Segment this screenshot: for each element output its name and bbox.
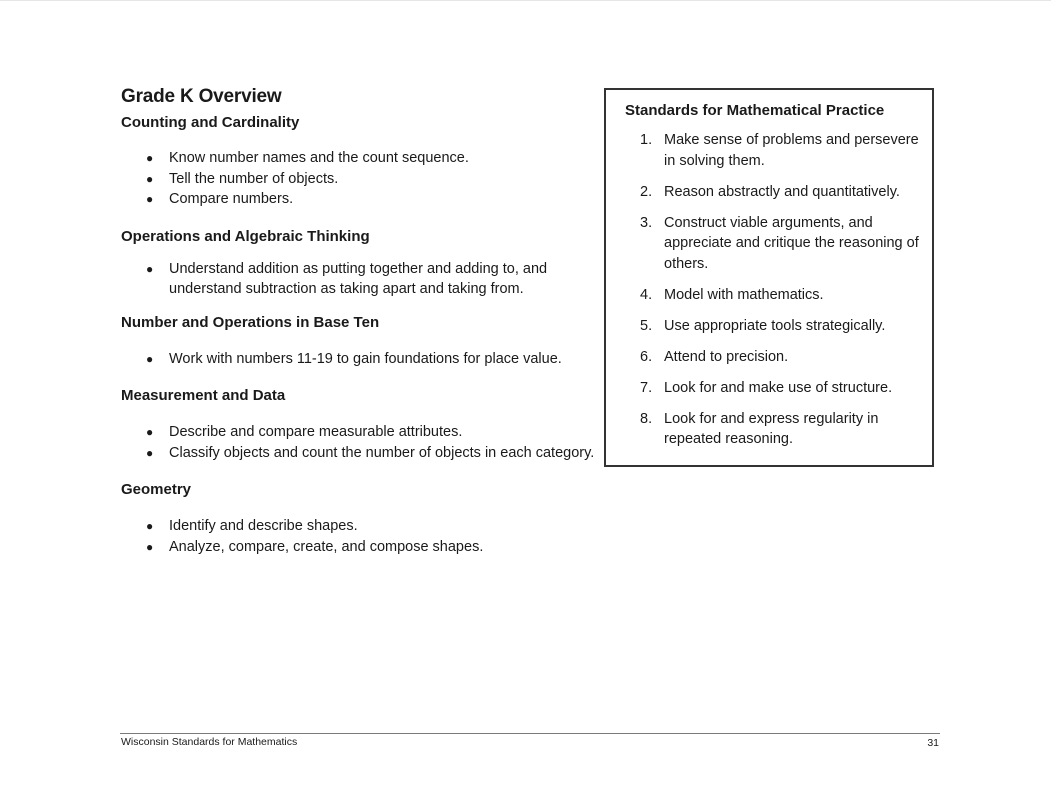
practice-text: Reason abstractly and quantitatively.	[664, 183, 900, 200]
list-item	[121, 148, 596, 169]
practice-item	[606, 182, 932, 203]
list-item-text: Work with numbers 11-19 to gain foundations for place value.	[169, 350, 562, 367]
list-item-text: Analyze, compare, create, and compose shapes.	[169, 538, 484, 555]
domain-heading-measurement-data: Measurement and Data	[121, 387, 286, 404]
bullet-icon: ●	[146, 519, 154, 533]
bullet-icon: ●	[146, 351, 154, 366]
domain-list-counting-cardinality	[121, 148, 596, 210]
practice-text: Use appropriate tools strategically.	[664, 317, 886, 334]
domain-list-measurement-data	[121, 422, 596, 463]
bullet-icon: ●	[146, 192, 154, 206]
practice-item	[606, 347, 932, 368]
list-item-text: Describe and compare measurable attributes.	[169, 424, 463, 440]
list-item-text: Understand addition as putting together and adding to, and understand subtraction as taking apart and taking from.	[169, 260, 548, 297]
practice-number: 4.	[640, 286, 653, 303]
domain-heading-operations-algebraic-thinking: Operations and Algebraic Thinking	[121, 227, 370, 245]
practice-number: 3.	[640, 214, 653, 231]
practice-item	[606, 378, 932, 399]
list-item	[121, 189, 596, 210]
list-item-text: Know number names and the count sequence.	[169, 150, 469, 166]
practice-number: 6.	[640, 348, 653, 365]
domain-list-operations-algebraic-thinking	[121, 259, 596, 300]
standards-practice-box	[604, 88, 934, 467]
domain-list-geometry	[121, 516, 596, 557]
page-top-edge	[0, 0, 1051, 1]
bullet-icon: ●	[146, 425, 154, 439]
practice-item	[606, 316, 932, 337]
list-item-text: Tell the number of objects.	[169, 170, 339, 187]
list-item	[121, 349, 596, 370]
practice-number: 1.	[640, 132, 653, 148]
practice-item	[606, 409, 932, 450]
practice-text: Look for and make use of structure.	[664, 379, 893, 396]
bullet-icon: ●	[146, 171, 154, 186]
practice-number: 2.	[640, 183, 653, 200]
domain-heading-geometry: Geometry	[121, 481, 192, 498]
practice-item	[606, 130, 932, 171]
footer-divider	[120, 733, 940, 734]
practice-number: 7.	[640, 379, 653, 396]
practice-list	[606, 130, 932, 460]
practice-text: Make sense of problems and persevere in solving them.	[664, 132, 919, 169]
practice-item	[606, 213, 932, 275]
page-title: Grade K Overview	[121, 86, 282, 107]
practice-number: 8.	[640, 410, 653, 427]
list-item	[121, 422, 596, 443]
practice-text: Model with mathematics.	[664, 286, 824, 303]
bullet-icon: ●	[146, 261, 154, 276]
list-item-text: Identify and describe shapes.	[169, 518, 358, 534]
list-item-text: Classify objects and count the number of objects in each category.	[169, 444, 595, 461]
list-item	[121, 169, 596, 190]
practice-text: Construct viable arguments, and appreciate and critique the reasoning of others.	[664, 214, 919, 272]
list-item	[121, 537, 596, 558]
page-number: 31	[927, 737, 939, 749]
list-item	[121, 516, 596, 537]
list-item-text: Compare numbers.	[169, 191, 294, 207]
list-item	[121, 443, 596, 464]
bullet-icon: ●	[146, 539, 154, 554]
practice-number: 5.	[640, 317, 653, 334]
practice-text: Attend to precision.	[664, 348, 789, 365]
practice-box-title: Standards for Mathematical Practice	[625, 102, 885, 119]
practice-text: Look for and express regularity in repeated reasoning.	[664, 410, 879, 447]
domain-overview-column	[121, 86, 596, 557]
footer-source: Wisconsin Standards for Mathematics	[121, 736, 298, 748]
list-item	[121, 259, 596, 300]
domain-list-number-operations-base-ten	[121, 349, 596, 370]
practice-item	[606, 285, 932, 306]
domain-heading-number-operations-base-ten: Number and Operations in Base Ten	[121, 313, 380, 331]
bullet-icon: ●	[146, 445, 154, 460]
bullet-icon: ●	[146, 151, 154, 165]
domain-heading-counting-cardinality: Counting and Cardinality	[121, 114, 300, 131]
